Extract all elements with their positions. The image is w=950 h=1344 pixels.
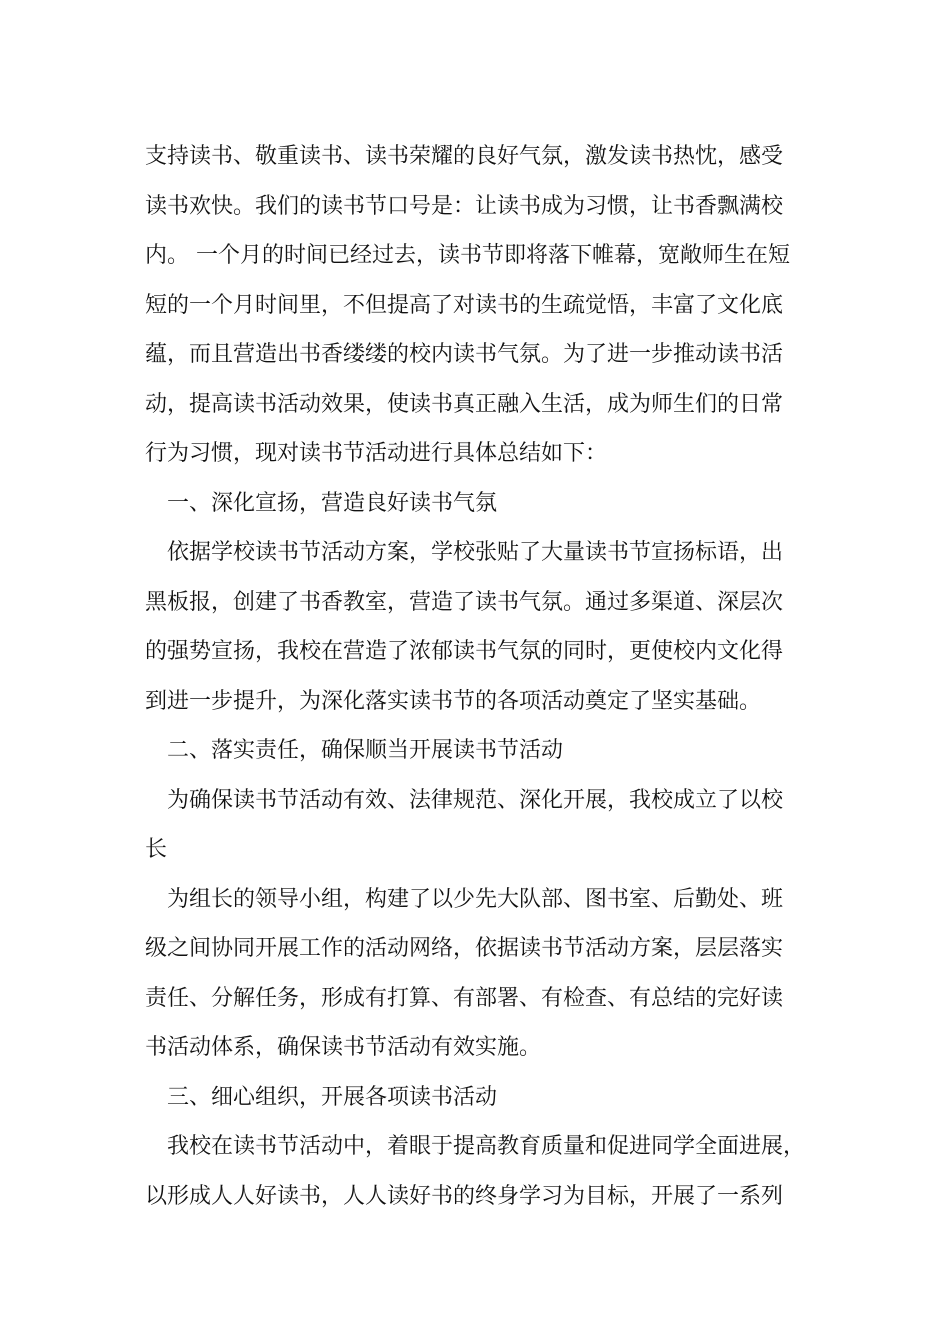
section-heading: 二、落实责任，确保顺当开展读书节活动 bbox=[167, 738, 564, 763]
text-line: 依据学校读书节活动方案，学校张贴了大量读书节宣扬标语，出 bbox=[167, 540, 784, 565]
text-line: 黑板报，创建了书香教室，营造了读书气氛。通过多渠道、深层次 bbox=[145, 589, 784, 615]
section-heading: 一、深化宣扬，营造良好读书气氛 bbox=[167, 490, 498, 516]
text-line: 长 bbox=[145, 837, 168, 862]
text-line: 为确保读书节活动有效、法律规范、深化开展，我校成立了以校 bbox=[167, 787, 784, 813]
text-line: 我校在读书节活动中，着眼于提高教育质量和促进同学全面进展， bbox=[167, 1134, 806, 1159]
body-text bbox=[145, 132, 835, 1221]
text-line: 动，提高读书活动效果，使读书真正融入生活，成为师生们的日常 bbox=[145, 391, 784, 417]
text-line: 书活动体系，确保读书节活动有效实施。 bbox=[145, 1035, 542, 1060]
text-line: 的强势宣扬，我校在营造了浓郁读书气氛的同时，更使校内文化得 bbox=[145, 639, 784, 664]
section-heading: 三、细心组织，开展各项读书活动 bbox=[167, 1084, 498, 1110]
text-line: 以形成人人好读书，人人读好书的终身学习为目标，开展了一系列 bbox=[145, 1183, 784, 1209]
text-line: 支持读书、敬重读书、读书荣耀的良好气氛，激发读书热忱，感受 bbox=[145, 144, 784, 169]
text-line: 级之间协同开展工作的活动网络，依据读书节活动方案，层层落实 bbox=[145, 936, 784, 961]
text-line: 内。 一个月的时间已经过去，读书节即将落下帷幕，宽敞师生在短 bbox=[145, 243, 790, 268]
text-line: 蕴，而且营造出书香缕缕的校内读书气氛。为了进一步推动读书活 bbox=[145, 342, 784, 367]
text-line: 短的一个月时间里，不但提高了对读书的生疏觉悟，丰富了文化底 bbox=[145, 292, 784, 318]
text-line: 到进一步提升，为深化落实读书节的各项活动奠定了坚实基础。 bbox=[145, 688, 762, 714]
text-line: 责任、分解任务，形成有打算、有部署、有检查、有总结的完好读 bbox=[145, 985, 784, 1011]
text-line: 读书欢快。我们的读书节口号是：让读书成为习惯，让书香飘满校 bbox=[145, 193, 784, 219]
text-line: 行为习惯，现对读书节活动进行具体总结如下： bbox=[145, 441, 608, 466]
text-line: 为组长的领导小组，构建了以少先大队部、图书室、后勤处、班 bbox=[167, 886, 784, 912]
